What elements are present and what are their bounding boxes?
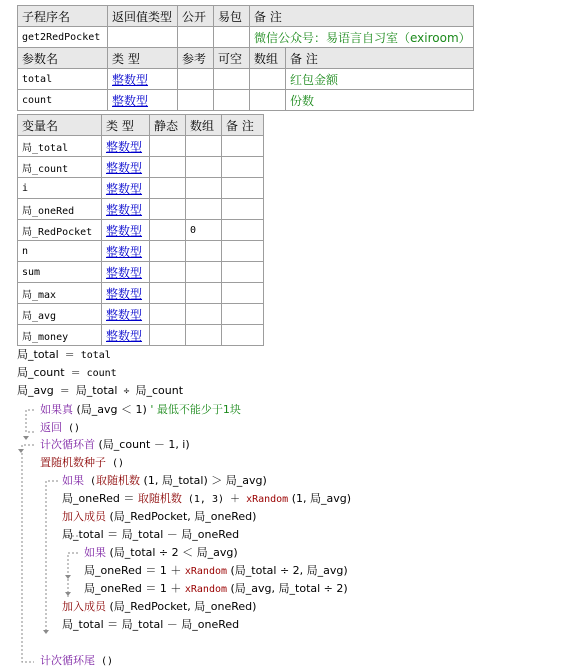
var-type-link[interactable]: 整数型 [106, 244, 143, 259]
code-token: 局_total ＝ 局_total － 局_oneRed [62, 618, 240, 631]
keyword: 如果 [84, 546, 106, 559]
param-name-cell[interactable]: count [18, 90, 108, 111]
var-name-cell[interactable]: 局_total [18, 136, 102, 157]
sub-name-cell[interactable]: get2RedPocket [18, 27, 108, 48]
param-note: 红包金额 [290, 72, 339, 87]
keyword: 计次循环尾 [40, 654, 95, 667]
header-var-name: 变量名 [18, 115, 102, 136]
var-type-link[interactable]: 整数型 [106, 307, 143, 322]
code-args: (1, 局_total) ＞ 局_avg) [140, 474, 267, 487]
if-guide-outer [46, 481, 58, 630]
header-return-type: 返回值类型 [108, 6, 178, 27]
header-static: 静态 [150, 115, 186, 136]
header-var-note: 备 注 [222, 115, 264, 136]
header-param-type: 类 型 [108, 48, 178, 69]
arrow-if-true [23, 436, 29, 440]
keyword: 加入成员 [62, 510, 106, 523]
keyword: 计次循环首 [40, 438, 95, 451]
if-true-guide [26, 410, 34, 432]
loop-guide [22, 445, 34, 662]
code-line-add-member-2[interactable] [62, 599, 256, 615]
function-name: 取随机数 [96, 474, 141, 487]
sub-note: 微信公众号：易语言自习室（exiroom） [254, 30, 471, 45]
code-args: (局_total ÷ 2 ＜ 局_avg) [106, 546, 238, 559]
var-name-cell[interactable]: 局_avg [18, 304, 102, 325]
var-name-cell[interactable]: 局_count [18, 157, 102, 178]
code-line-if-half[interactable] [84, 545, 238, 561]
code-line-subtract-total[interactable] [62, 527, 239, 543]
var-type-link[interactable]: 整数型 [106, 328, 143, 343]
code-token: 局_total [75, 384, 118, 397]
code-token: 局_total [17, 348, 59, 361]
code-line-onered-xrandom-2[interactable] [84, 581, 348, 597]
param-type-link[interactable]: 整数型 [112, 93, 149, 108]
var-name-cell[interactable]: i [18, 178, 102, 199]
code-line-assign-total[interactable] [17, 347, 111, 363]
header-note: 备 注 [250, 6, 474, 27]
code-token: (局_total ÷ 2, 局_avg) [227, 564, 348, 577]
var-type-link[interactable]: 整数型 [106, 286, 143, 301]
arrow-loop [18, 449, 24, 453]
var-type-link[interactable]: 整数型 [106, 265, 143, 280]
code-line-if-true[interactable] [40, 402, 241, 418]
code-token: (局_avg, 局_total ÷ 2) [227, 582, 348, 595]
code-comment: ' 最低不能少于1块 [150, 403, 241, 416]
var-name-cell[interactable]: 局_oneRed [18, 199, 102, 220]
var-type-link[interactable]: 整数型 [106, 223, 143, 238]
keyword: 返回 [40, 421, 62, 434]
code-token: ＝ [53, 386, 76, 397]
arrow-if-inner-1 [65, 575, 71, 579]
code-args: () [95, 656, 114, 667]
code-token: 局_count [135, 384, 184, 397]
param-note: 份数 [290, 93, 315, 108]
header-var-type: 类 型 [102, 115, 150, 136]
code-line-random-seed[interactable] [40, 455, 124, 471]
code-line-assign-count[interactable] [17, 365, 117, 381]
header-epackage: 易包 [214, 6, 250, 27]
function-name: xRandom [184, 584, 228, 595]
code-token: (1, 3) ＋ [181, 494, 247, 505]
code-args: (局_RedPocket, 局_oneRed) [106, 510, 257, 523]
var-name-cell[interactable]: 局_money [18, 325, 102, 346]
header-nullable: 可空 [214, 48, 250, 69]
code-line-loop-start[interactable] [40, 437, 190, 453]
header-param-note: 备 注 [286, 48, 474, 69]
keyword: 如果真 [40, 403, 73, 416]
function-name: xRandom [246, 494, 289, 505]
param-type-link[interactable]: 整数型 [112, 72, 149, 87]
code-token: (1, 局_avg) [288, 492, 352, 505]
header-reference: 参考 [178, 48, 214, 69]
function-name: 取随机数 [137, 492, 182, 505]
code-line-subtract-total-2[interactable] [62, 617, 239, 633]
code-token: ＝ total [58, 350, 111, 361]
code-line-onered-xrandom-1[interactable] [84, 563, 348, 579]
keyword: 加入成员 [62, 600, 106, 613]
header-var-array: 数组 [186, 115, 222, 136]
code-args: ( [84, 476, 97, 487]
header-array: 数组 [250, 48, 286, 69]
code-line-return[interactable] [40, 420, 80, 436]
code-token: ÷ [117, 386, 136, 397]
code-line-loop-end[interactable] [40, 653, 113, 669]
code-token: 局_oneRed ＝ 1 ＋ [84, 564, 185, 577]
var-name-cell[interactable]: sum [18, 262, 102, 283]
keyword: 如果 [62, 474, 84, 487]
var-array-cell[interactable]: 0 [186, 220, 222, 241]
var-type-link[interactable]: 整数型 [106, 181, 143, 196]
arrow-if-outer [43, 630, 49, 634]
code-token: 局_total ＝ 局_total － 局_oneRed [62, 528, 240, 541]
var-name-cell[interactable]: 局_max [18, 283, 102, 304]
code-token: 局_oneRed ＝ [62, 492, 138, 505]
arrow-if-inner-2 [65, 592, 71, 596]
var-name-cell[interactable]: 局_RedPocket [18, 220, 102, 241]
code-line-if-random[interactable] [62, 473, 267, 489]
var-name-cell[interactable]: n [18, 241, 102, 262]
code-line-assign-avg[interactable] [17, 383, 183, 399]
code-args: (局_count － 1, i) [95, 438, 190, 451]
code-args: () [106, 458, 125, 469]
code-line-add-member[interactable] [62, 509, 256, 525]
header-sub-name: 子程序名 [18, 6, 108, 27]
keyword: 置随机数种子 [40, 456, 106, 469]
function-name: xRandom [184, 566, 228, 577]
code-token: 局_count [17, 366, 65, 379]
code-token: 局_oneRed ＝ 1 ＋ [84, 582, 185, 595]
code-token: ＝ count [64, 368, 117, 379]
param-name-cell[interactable]: total [18, 69, 108, 90]
code-args: (局_avg ＜ 1) [73, 403, 151, 416]
code-args: (局_RedPocket, 局_oneRed) [106, 600, 257, 613]
var-type-link[interactable]: 整数型 [106, 139, 143, 154]
var-type-link[interactable]: 整数型 [106, 160, 143, 175]
header-public: 公开 [178, 6, 214, 27]
var-type-link[interactable]: 整数型 [106, 202, 143, 217]
code-line-onered-random[interactable] [62, 491, 351, 507]
header-param-name: 参数名 [18, 48, 108, 69]
code-token: 局_avg [17, 384, 54, 397]
code-args: () [62, 423, 81, 434]
